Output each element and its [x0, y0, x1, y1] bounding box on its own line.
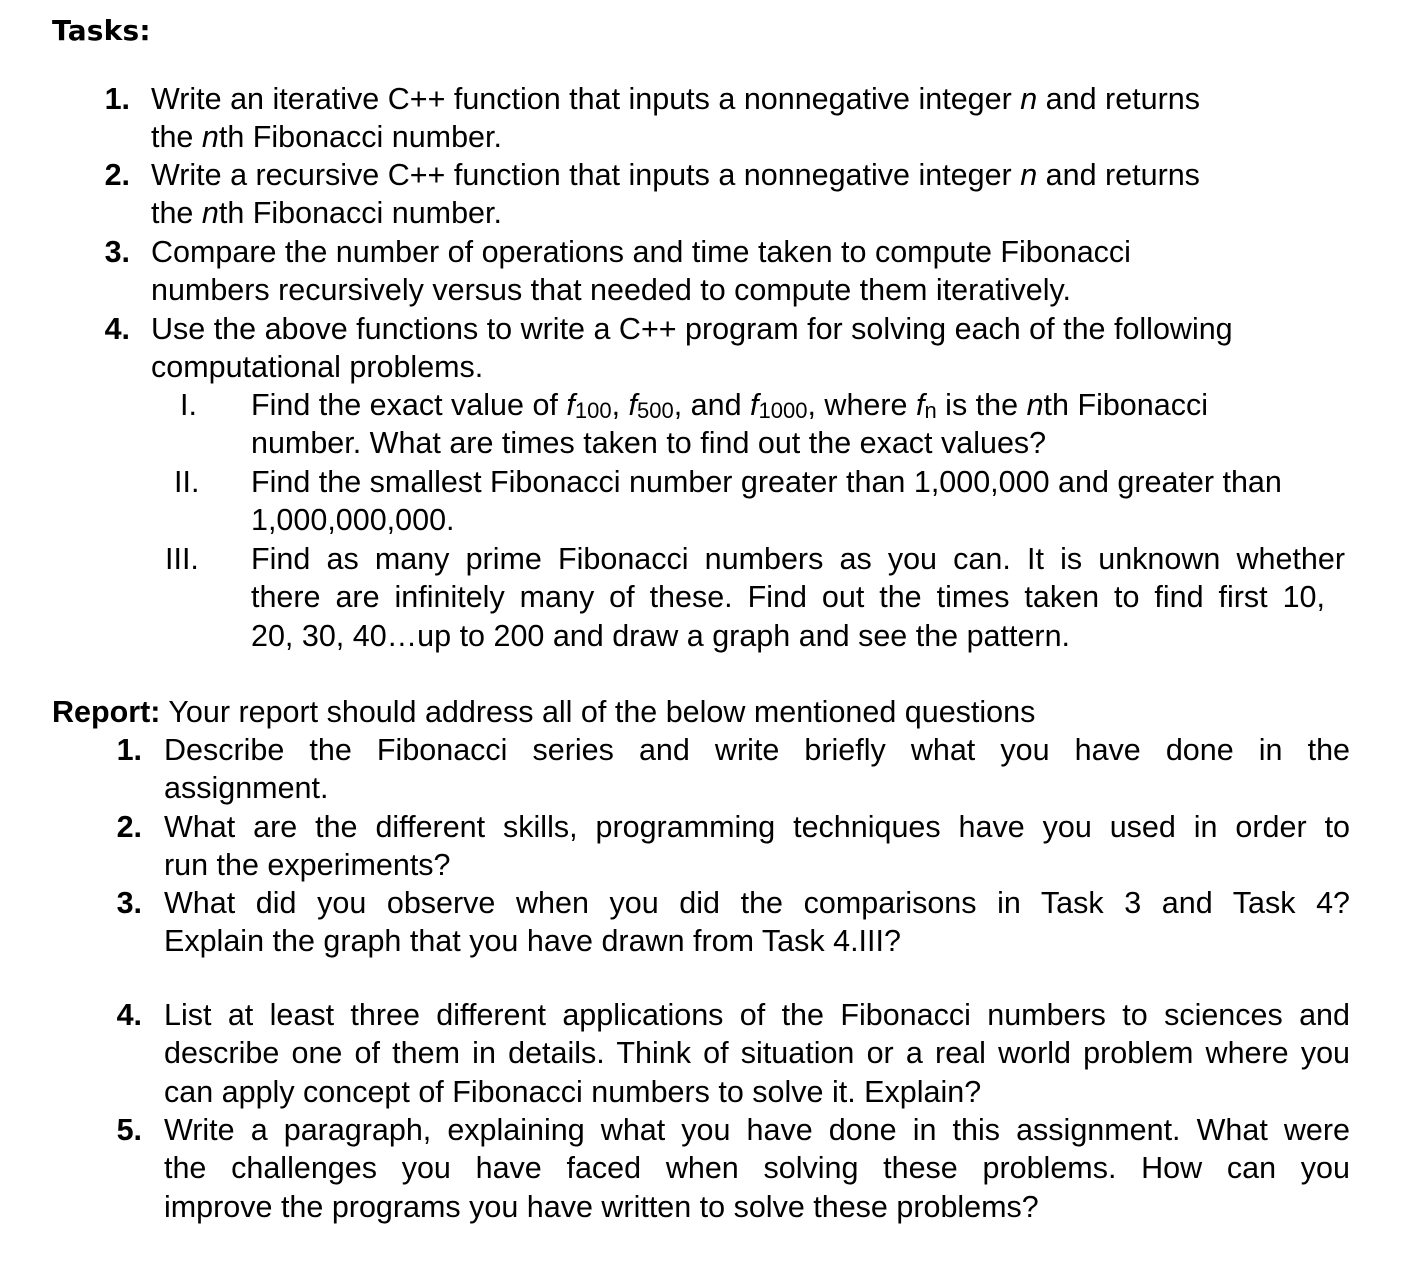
var-n: n: [201, 120, 219, 155]
fib-f100: $f_{100}$: [566, 388, 612, 423]
report-number: 4.: [116, 998, 142, 1032]
subtask-text: Find the exact value of $f_{100}$, $f_{500}$, and $f_{1000}$, where $f_n$ is the nth Fibonacci number. What are times taken to find out the exact values?: [251, 388, 1208, 461]
task-text: Use the above functions to write a C++ program for solving each of the following computational problems.: [151, 312, 1233, 385]
var-n: n: [1020, 82, 1038, 116]
report-text: List at least three different applications of the Fibonacci numbers to sciences and describe one of them in details. Think of situation or a real world problem where you can apply concept of Fibonacci numbers to solve it. Explain?: [164, 998, 1350, 1109]
tasks-heading: Tasks:: [52, 14, 151, 47]
task-text: Compare the number of operations and time taken to compute Fibonacci numbers recursively versus that needed to compute them iteratively.: [151, 235, 1131, 308]
fib-f500: $f_{500}$: [628, 388, 674, 423]
report-intro: [52, 693, 1035, 731]
task-number: 2.: [104, 158, 130, 192]
task-number: 3.: [104, 235, 130, 269]
task-number: 1.: [104, 82, 130, 116]
report-text: Write a paragraph, explaining what you have done in this assignment. What were the challenges you have faced when solving these problems. How can you improve the programs you have written to solve these problems?: [164, 1113, 1350, 1224]
task-number: 4.: [104, 312, 130, 346]
fib-f1000: $f_{1000}$: [750, 388, 808, 423]
report-intro-text: Your report should address all of the below mentioned questions: [160, 695, 1036, 729]
task-text: Write an iterative C++ function that inputs a nonnegative integer n and returns the nth Fibonacci number.: [151, 82, 1200, 155]
subtask-text: Find as many prime Fibonacci numbers as you can. It is unknown whether there are infinitely many of these. Find out the times taken to find first 10, 20, 30, 40…up to 200 and draw a graph and see the pattern.: [251, 542, 1345, 653]
report-text: What are the different skills, programming techniques have you used in order to run the experiments?: [164, 810, 1350, 883]
task-text: Write a recursive C++ function that inputs a nonnegative integer n and returns the nth Fibonacci number.: [151, 158, 1200, 231]
subtask-numeral: I.: [180, 388, 197, 422]
var-n: n: [1020, 158, 1038, 192]
report-number: 5.: [116, 1113, 142, 1147]
report-text: Describe the Fibonacci series and write briefly what you have done in the assignment.: [164, 733, 1350, 806]
fib-fn: $f_n$: [915, 388, 937, 423]
subtask-text: Find the smallest Fibonacci number greater than 1,000,000 and greater than 1,000,000,000.: [251, 465, 1282, 538]
subtask-numeral: III.: [165, 542, 199, 576]
report-text: What did you observe when you did the comparisons in Task 3 and Task 4? Explain the graph that you have drawn from Task 4.III?: [164, 886, 1350, 959]
var-n: n: [1026, 388, 1044, 422]
subtask-numeral: II.: [174, 465, 200, 499]
report-number: 3.: [116, 886, 142, 920]
report-number: 1.: [116, 733, 142, 767]
var-n: n: [201, 196, 219, 231]
report-label: Report:: [52, 695, 161, 729]
report-number: 2.: [116, 810, 142, 844]
